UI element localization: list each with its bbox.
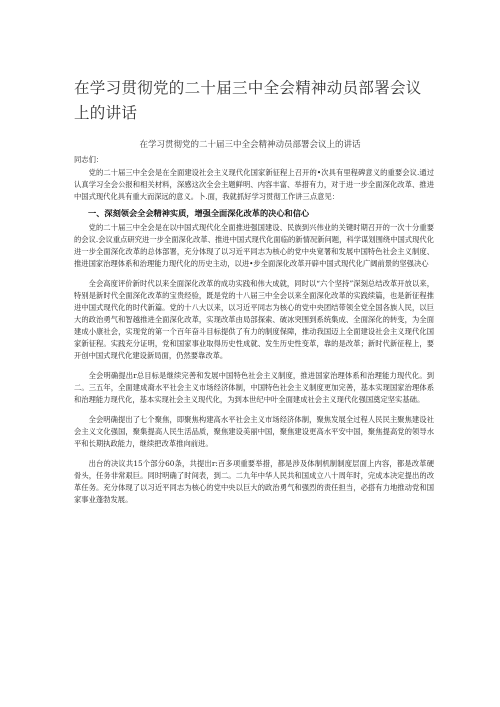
document-title: 在学习贯彻党的二十届三中全会精神动员部署会议上的讲话 xyxy=(74,79,422,122)
body-paragraph: 全会高度评价新时代以来全面深化改革的成功实践和伟大成就，同时以“六个坚持”深刻总结改革开放以来，特别是新时代全面深化改革的宝贵经验，既是党的十八届三中全会以来全面深化改革的实践续篇，也是新征程推进中国式现代化的时代新篇。党的十八大以来，以习近平同志为核心的党中央团结带领全党全国各族人民，以巨大的政治勇气和智越推进全面深化改革，实现改革由局部探索、破冰突围到系统集成、全面深化的转变，为全面建成小康社会，实现党的第一个百年奋斗目标提供了有力的制度保障，推动我国迈上全面建设社会主义现代化国家新征程。实践充分证明，党和国家事业取得历史性成就、发生历史性变革，靠的是改革；新时代新征程上，要开创中国式现代化建设新局面，仍然要靠改革。 xyxy=(74,279,434,360)
document-subtitle: 在学习贯彻党的二十届三中全会精神动员部署会议上的讲话 xyxy=(139,140,361,150)
body-paragraph: 全会明确提出r总目标是继续完善和发展中国特色社会主义制度，推进国家治理体系和治理能力现代化。到二。三五年，全面建成裔水平社会主义市场经济体制，中国特色社会主义制度更加完善，基本实现国家治理体系和治理能力现代化，基本实现社会主义现代化，为到本世纪中叶全面建成社会主义现代化强国奠定坚实基础。 xyxy=(74,371,434,404)
body-paragraph: 出台的决议共15个部分60条，共提出r:百多项重要举措，都是涉及体制机制制度层面上内容，都是改革硬骨头，任务非常艰巨。同时明确了时间表，到二。二九年中华人民共和国成立八十周年时，完成本决定提出的改革任务。充分体现了以习近平同志为核心的党中央以巨大的政治勇气和强烈的责任担当，必搭有力地推动党和国家事业蓬勃发展。 xyxy=(74,459,434,504)
document-body xyxy=(74,150,434,506)
body-paragraph: 党的二十届三中全会是在以中国式现代化全面推进强国建设、民族到兴伟业的关键时期召开的一次十分重要的会议.会议重点研究进一步全面深化改革、推进中国式现代化面临的新情况新问题，科学谋划围绕中国式现代化进一步全面深化改革的总体部署，充分体现了以习近平同志为核心的党中央宽署和发展中国特色社会主义制度、推进国家治理体系和治理能力现代化的历史主动，以进•步全面深化改革开辟中国式现代化广阔前景的坚强决心 xyxy=(74,223,434,268)
section-heading: 一、深刻领会全会精神实质，增强全面深化改革的决心和信心 xyxy=(88,208,310,218)
greeting: 同志们： xyxy=(74,155,104,164)
intro-paragraph: 党的二十届三中全会是在全面建设社会主义现代化国家新征程上召开的•次具有里程碑意义的重要会议.通过认真学习全会公报和相关材料，深感这次全会主题鲜明、内容丰富、举措有力，对于进一步全面深化改革、推进中国式现代化具有重大而深远的意义。卜.面，我就抓好学习贯彻工作讲三点意见： xyxy=(74,168,434,201)
body-paragraph: 全会明确提出了七个聚焦，即聚焦构建高水平社会主义市场经济体制，聚焦发展全过程人民民主聚焦建设社会主义文化强国，聚集提高人民生活品质，聚焦建设美丽中国，聚焦建设更高水平安中国，聚焦提高党的领导水平和长期执政能力，继续把改革推向前进。 xyxy=(74,415,434,448)
